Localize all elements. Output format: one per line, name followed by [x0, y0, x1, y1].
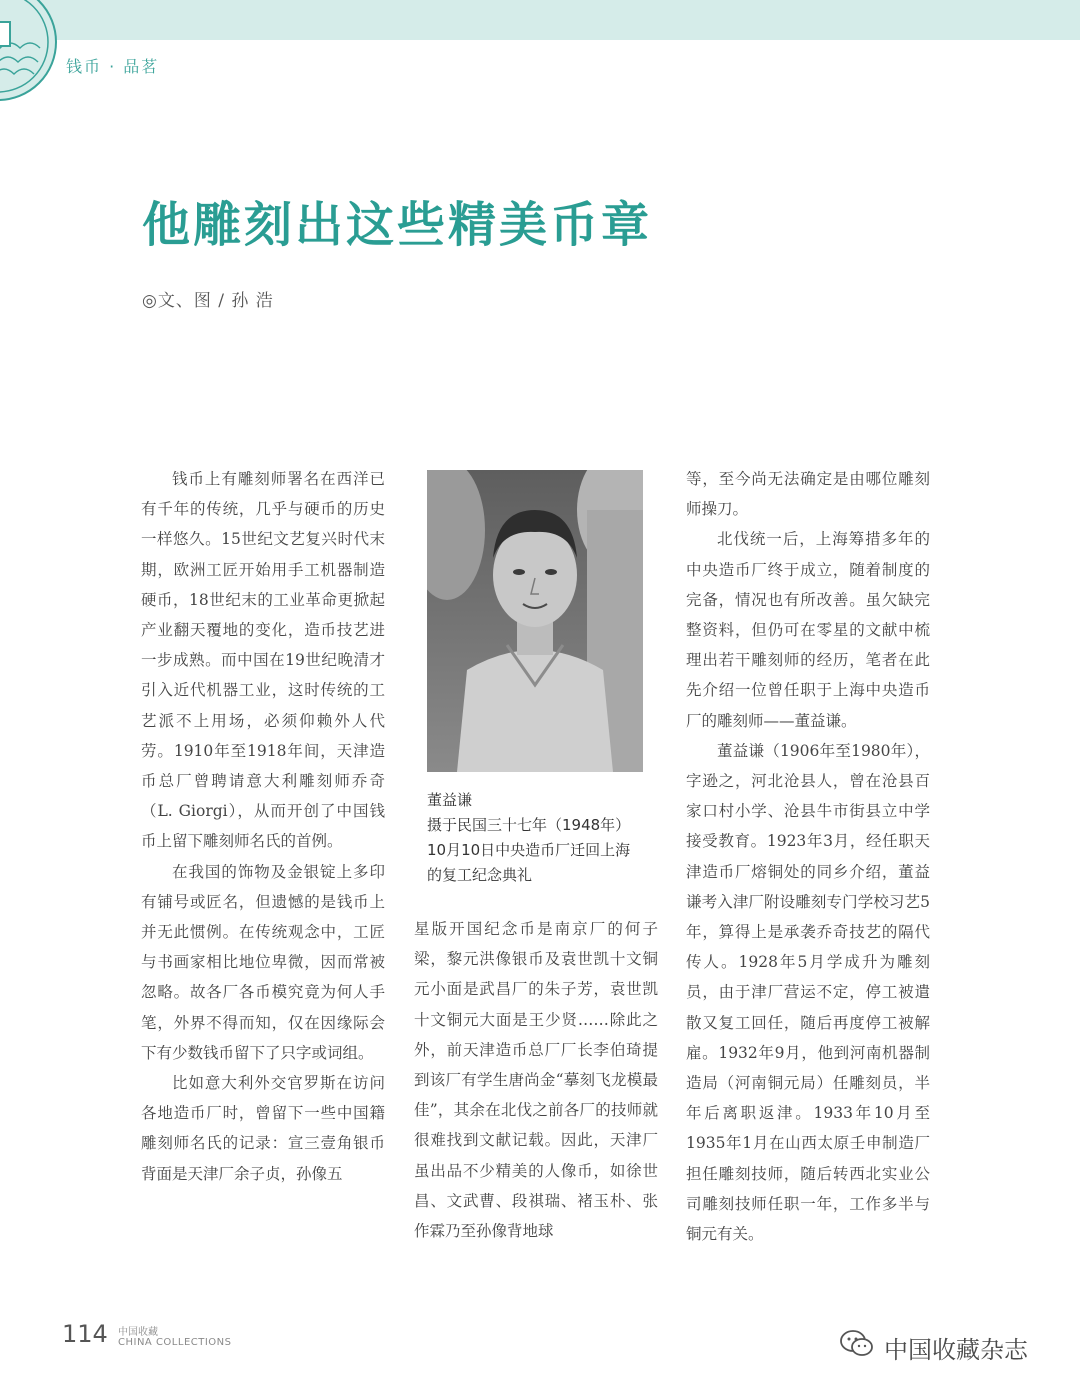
paragraph: 比如意大利外交官罗斯在访问各地造币厂时，曾留下一些中国籍雕刻师名氏的记录：宣三壹角银币背面是天津厂余子贞，孙像五 — [141, 1074, 385, 1183]
wechat-icon — [840, 1330, 874, 1358]
text-column-1 — [141, 464, 385, 1189]
paragraph: 等，至今尚无法确定是由哪位雕刻师操刀。 — [686, 470, 930, 519]
caption-line: 摄于民国三十七年（1948年） — [427, 816, 631, 834]
paragraph: 在我国的饰物及金银锭上多印有铺号或匠名，但遗憾的是钱币上并无此惯例。在传统观念中，工匠与书画家相比地位卑微，因而常被忽略。故各厂各币模究竟为何人手笔，外界不得而知，仅在因缘际会下有少数钱币留下了只字或词组。 — [141, 862, 385, 1062]
photo-caption — [427, 788, 667, 888]
caption-line: 的复工纪念典礼 — [427, 866, 533, 884]
article-byline: ◎文、图 / 孙 浩 — [142, 291, 274, 311]
paragraph: 钱币上有雕刻师署名在西洋已有千年的传统，几乎与硬币的历史一样悠久。15世纪文艺复兴时代末期，欧洲工匠开始用手工机器制造硬币，18世纪末的工业革命更掀起产业翻天覆地的变化，造币技艺进一步成熟。而中国在19世纪晚清才引入近代机器工业，这时传统的工艺派不上用场，必须仰赖外人代劳。1910年至1918年间，天津造币总厂曾聘请意大利雕刻师乔奇（L. Giorgi），从而开创了中国钱币上留下雕刻师名氏的首例。 — [141, 470, 385, 851]
coin-emblem-icon — [0, 0, 58, 102]
article-title: 他雕刻出这些精美币章 — [142, 197, 653, 253]
watermark-text: 中国收藏杂志 — [884, 1336, 1028, 1364]
header-band — [0, 0, 1080, 40]
magazine-name-en: CHINA COLLECTIONS — [118, 1337, 232, 1348]
text-column-2 — [414, 914, 658, 1246]
page-number: 114 — [62, 1320, 108, 1348]
portrait-image — [427, 470, 643, 772]
text-column-3 — [686, 464, 930, 1249]
section-label: 钱币 · 品茗 — [66, 57, 160, 76]
caption-line: 10月10日中央造币厂迁回上海 — [427, 841, 631, 859]
caption-line: 董益谦 — [427, 791, 473, 809]
portrait-photo — [427, 470, 643, 772]
paragraph: 星版开国纪念币是南京厂的何子梁，黎元洪像银币及袁世凯十文铜元小面是武昌厂的朱子芳，袁世凯十文铜元大面是王少贤……除此之外，前天津造币总厂厂长李伯琦提到该厂有学生唐尚金“摹刻飞龙模最佳”，其余在北伐之前各厂的技师就很难找到文献记载。因此，天津厂虽出品不少精美的人像币，如徐世昌、文武曹、段祺瑞、褚玉朴、张作霖乃至孙像背地球 — [414, 920, 658, 1241]
paragraph: 董益谦（1906年至1980年），字逊之，河北沧县人，曾在沧县百家口村小学、沧县牛市街县立中学接受教育。1923年3月，经任职天津造币厂熔铜处的同乡介绍，董益谦考入津厂附设雕刻专门学校习艺5年，算得上是承袭乔奇技艺的隔代传人。1928年5月学成升为雕刻员，由于津厂营运不定，停工被遣散又复工回任，随后再度停工被解雇。1932年9月，他到河南机器制造局（河南铜元局）任雕刻员，半年后离职返津。1933年10月至1935年1月在山西太原壬申制造厂担任雕刻技师，随后转西北实业公司雕刻技师任职一年，工作多半与铜元有关。 — [686, 741, 930, 1244]
paragraph: 北伐统一后，上海筹措多年的中央造币厂终于成立，随着制度的完备，情况也有所改善。虽欠缺完整资料，但仍可在零星的文献中梳理出若干雕刻师的经历，笔者在此先介绍一位曾任职于上海中央造币厂的雕刻师——董益谦。 — [686, 530, 930, 730]
magazine-name-cn: 中国收藏 — [118, 1327, 158, 1338]
